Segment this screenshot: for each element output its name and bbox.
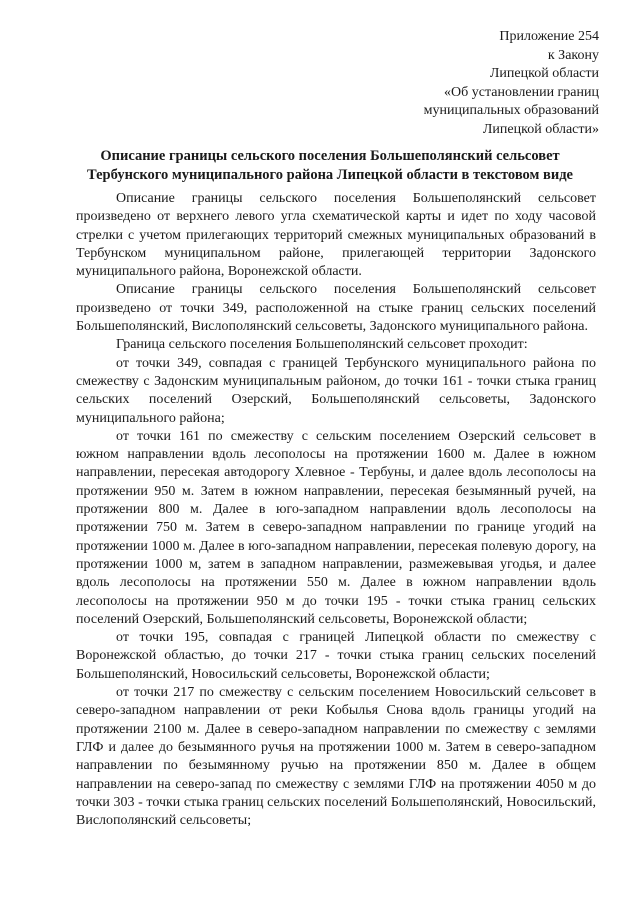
paragraph: Граница сельского поселения Большеполянский сельсовет проходит: — [116, 337, 528, 353]
annex-header — [369, 28, 599, 140]
paragraph: от точки 217 по смежеству с сельским поселением Новосильский сельсовет в северо-западном направлении от реки Кобылья Снова вдоль границы угодий на протяжении 2100 м. Далее в северо-западном направлении по смежеству с землями ГЛФ и далее до безымянного ручья на протяжении 1000 м. Затем в северо-западном направлении по безымянному ручью на протяжении 850 м. Далее в общем направлении на северо-запад по смежеству с землями ГЛФ на протяжении 4050 м до точки 303 - точки стыка границ сельских поселений Большеполянский, Новосильский, Вислополянский сельсоветы; — [76, 685, 596, 829]
document-body — [76, 190, 596, 830]
title-line-1: Описание границы сельского поселения Большеполянский сельсовет — [100, 148, 560, 164]
annex-line: «Об установлении границ — [444, 84, 599, 100]
paragraph: от точки 349, совпадая с границей Тербунского муниципального района по смежеству с Задонским муниципальным районом, до точки 161 - точки стыка границ сельских поселений Озерский, Большеполянский сельсоветы, Задонского муниципального района; — [76, 355, 596, 426]
annex-line: муниципальных образований — [423, 103, 599, 119]
title-line-2: Тербунского муниципального района Липецкой области в текстовом виде — [87, 167, 573, 183]
annex-line: Липецкой области» — [482, 121, 599, 137]
paragraph: Описание границы сельского поселения Большеполянский сельсовет произведено от точки 349, расположенной на стыке границ сельских поселений Большеполянский, Вислополянский сельсоветы, Задонского муниципального района. — [76, 282, 596, 335]
paragraph: от точки 195, совпадая с границей Липецкой области по смежеству с Воронежской областью, до точки 217 - точки стыка границ сельских поселений Большеполянский, Новосильский сельсоветы, Воронежской области; — [76, 630, 596, 682]
annex-line: к Закону — [547, 47, 599, 63]
paragraph: от точки 161 по смежеству с сельским поселением Озерский сельсовет в южном направлении вдоль лесополосы на протяжении 1600 м. Далее в южном направлении, пересекая автодорогу Хлевное - Тербуны, и далее вдоль лесополосы на протяжении 950 м. Затем в южном направлении, пересекая безымянный ручей, на протяжении 800 м. Далее в юго-западном направлении вдоль лесополосы на протяжении 750 м. Затем в северо-западном направлении по границе угодий на протяжении 1000 м. Далее в юго-западном направлении, пересекая полевую дорогу, на протяжении 1000 м, затем в западном направлении, размежевывая угодья, и далее вдоль лесополосы на протяжении 550 м. Далее в южном направлении вдоль лесополосы на протяжении 950 м до точки 195 - точки стыка границ сельских поселений Озерский, Большеполянский сельсоветы, Воронежской области; — [76, 428, 596, 627]
annex-line: Липецкой области — [489, 66, 599, 82]
annex-line: Приложение 254 — [499, 29, 599, 44]
paragraph: Описание границы сельского поселения Большеполянский сельсовет произведено от верхнего левого угла схематической карты и идет по ходу часовой стрелки с учетом прилегающих территорий смежных муниципальных образований в Тербунском муниципальном районе, прилегающей территории Задонского муниципального района, Воронежской области. — [76, 191, 596, 280]
document-title — [70, 147, 590, 185]
